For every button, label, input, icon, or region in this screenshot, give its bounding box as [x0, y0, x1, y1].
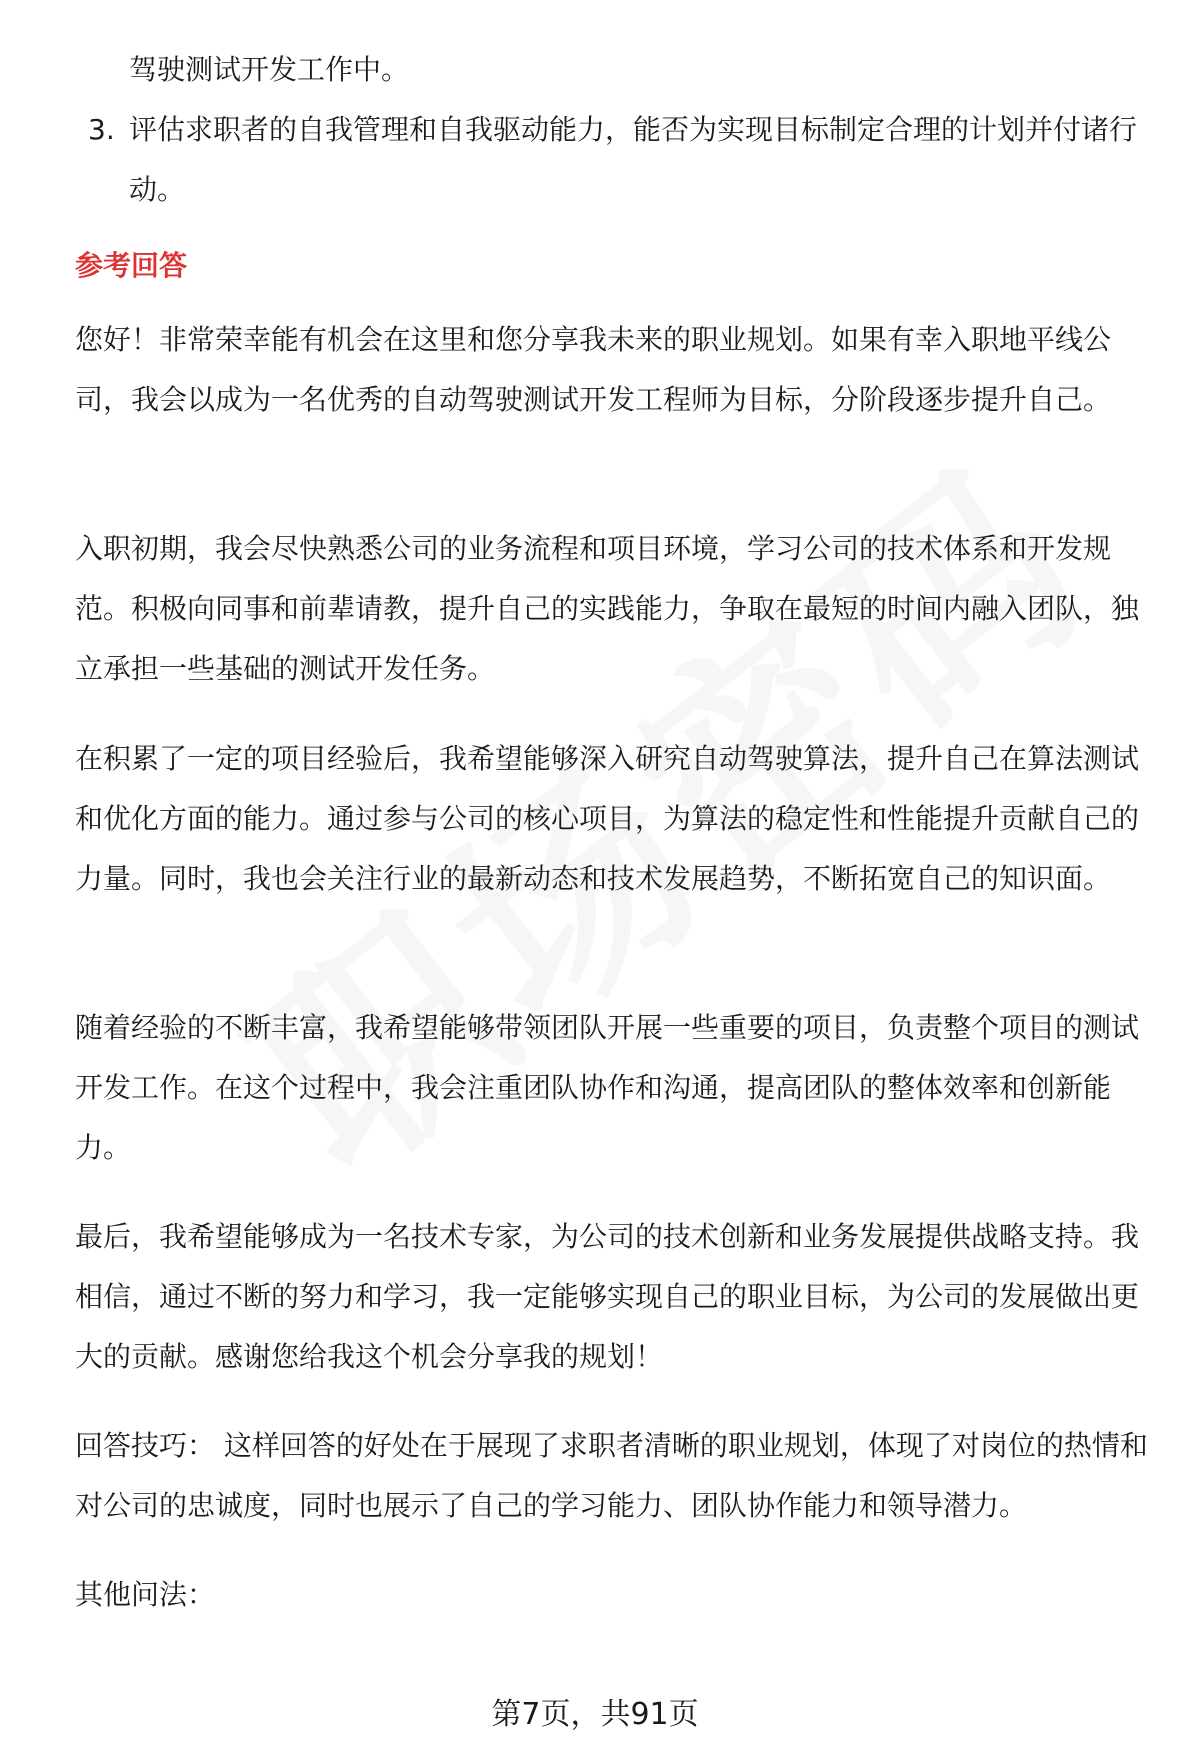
paragraph-1: 您好！非常荣幸能有机会在这里和您分享我未来的职业规划。如果有幸入职地平线公司，我会以成为一名优秀的自动驾驶测试开发工程师为目标，分阶段逐步提升自己。 [75, 323, 1112, 416]
paragraph-4: 随着经验的不断丰富，我希望能够带领团队开展一些重要的项目，负责整个项目的测试开发工作。在这个过程中，我会注重团队协作和沟通，提高团队的整体效率和创新能力。 [75, 1011, 1140, 1164]
page-number: 第7页，共91页 [491, 1697, 699, 1732]
paragraph-2: 入职初期，我会尽快熟悉公司的业务流程和项目环境，学习公司的技术体系和开发规范。积极向同事和前辈请教，提升自己的实践能力，争取在最短的时间内融入团队，独立承担一些基础的测试开发任务。 [75, 532, 1140, 685]
paragraph-3: 在积累了一定的项目经验后，我希望能够深入研究自动驾驶算法，提升自己在算法测试和优化方面的能力。通过参与公司的核心项目，为算法的稳定性和性能提升贡献自己的力量。同时，我也会关注行业的最新动态和技术发展趋势，不断拓宽自己的知识面。 [75, 742, 1140, 895]
answer-tips: 回答技巧： 这样回答的好处在于展现了求职者清晰的职业规划，体现了对岗位的热情和对公司的忠诚度，同时也展示了自己的学习能力、团队协作能力和领导潜力。 [75, 1429, 1148, 1522]
paragraph-5: 最后，我希望能够成为一名技术专家，为公司的技术创新和业务发展提供战略支持。我相信，通过不断的努力和学习，我一定能够实现自己的职业目标，为公司的发展做出更大的贡献。感谢您给我这个机会分享我的规划！ [75, 1220, 1140, 1373]
list-item-number: 3. [88, 113, 115, 146]
other-questions-label: 其他问法： [75, 1578, 216, 1611]
list-item-text: 评估求职者的自我管理和自我驱动能力，能否为实现目标制定合理的计划并付诸行动。 [129, 113, 1138, 206]
list-item-2-continuation: 驾驶测试开发工作中。 [129, 53, 410, 86]
section-heading: 参考回答 [75, 249, 188, 282]
